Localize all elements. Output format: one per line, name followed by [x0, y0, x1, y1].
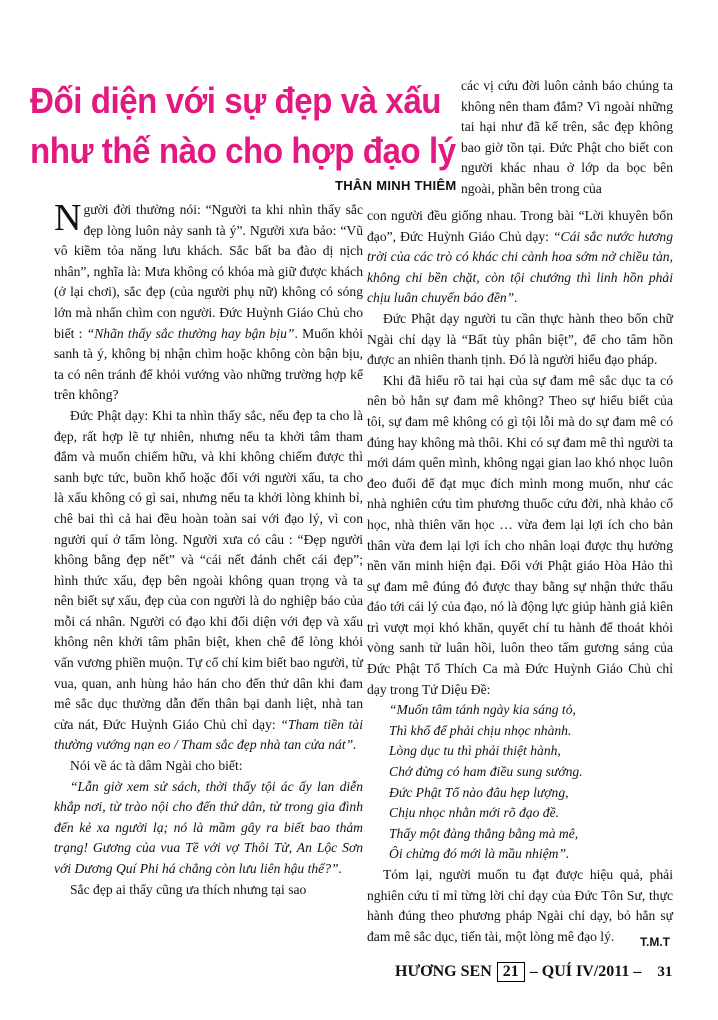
author-byline: THÂN MINH THIÊM: [335, 178, 457, 193]
top-right-column: [461, 76, 673, 200]
quarter: – QUÍ IV/2011 –: [529, 963, 642, 980]
page-footer: [395, 962, 672, 982]
paragraph-1: con người đều giống nhau. Trong bài “Lời khuyên bổn đạo”, Đức Huỳnh Giáo Chủ dạy: “Cái sắc nước hương trời của các trò có khác chi cành hoa sớm nở chiều tàn, không chi bền chặt, còn tội chướng thì linh hồn phải chịu luân chuyển báo đền”.: [367, 208, 673, 306]
paragraph-5: Sắc đẹp ai thấy cũng ưa thích nhưng tại sao: [70, 881, 307, 897]
paragraph: các vị cứu đời luôn cảnh báo chúng ta không nên tham đắm? Vì ngoài những tai hại như đã kể trên, sắc đẹp không bao giờ tồn tại. Đức Phật cho biết con người khác nhau ở lớp da bọc bên ngoài, phần bên trong của: [461, 78, 673, 196]
magazine-name: HƯƠNG SEN: [395, 963, 492, 980]
issue-number: 21: [497, 962, 525, 982]
poem-line: Thấy một đàng thẳng bằng mà mê,: [389, 825, 579, 841]
paragraph-4: Tóm lại, người muốn tu đạt được hiệu quả, phải nghiên cứu tỉ mỉ từng lời chỉ dạy của Đức Tôn Sư, thực hành đúng theo phương pháp Ngài chỉ dạy, bỏ hẳn sự đam mê sắc dục, tiến tài, một lòng mê đạo lý.: [367, 867, 673, 944]
poem-line: Ôi chừng đó mới là mầu nhiệm”.: [389, 846, 570, 862]
paragraph-3: Khi đã hiểu rõ tai hại của sự đam mê sắc dục ta có nên bỏ hẳn sự đam mê không? Theo sự hiểu biết của tôi, sự đam mê không có gì tội lỗi mà do sự đam mê có đúng hay không mà thôi. Khi có sự đam mê thì người ta mới dám quên mình, không ngại gian lao khó nhọc luôn đeo đuổi để đạt mục đích mình mong muốn, như các nhà nghiên cứu tìm phương thuốc cứu đời, nhà khảo cổ học, nhà thiên văn học … vừa đem lại lợi ích cho bản thân vừa đem lại lợi ích cho nhân loại được thụ hưởng nền văn minh hiện đại. Đối với Phật giáo Hòa Hảo thì sự đam mê đúng đó được thay bằng sự nhận thức thấu đáo tới cái lý của đạo, nó là động lực giúp hành giả kiên trì vượt mọi khó khăn, quyết chí tu hành để thoát khỏi vòng sanh tử luân hồi, luôn theo tấm gương sáng của Đức Phật Tổ Thích Ca mà Đức Huỳnh Giáo Chủ chỉ dạy trong Tứ Diệu Đề:: [367, 372, 673, 697]
article-title: [30, 76, 456, 176]
title-line-2: như thế nào cho hợp đạo lý: [30, 130, 456, 171]
paragraph-1: Người đời thường nói: “Người ta khi nhìn thấy sắc đẹp lòng luôn nảy sanh tà ý”. Người xưa bảo: “Vũ vô kiềm tỏa năng lưu khách. Sắc bất ba đào dị nịch nhân”, nghĩa là: Mưa không có khóa mà giữ được khách (ở lại chơi), sắc đẹp (của người phụ nữ) không có sóng lớn mà nhấn chìm con người. Đức Huỳnh Giáo Chủ cho biết : “Nhãn thấy sắc thường hay bận bịu”. Muốn khỏi sanh tà ý, không bị nhận chìm hoặc không còn bận bịu, ta có nên tránh để khỏi vướng vào những trường hợp kể trên không?: [54, 197, 364, 403]
poem-line: Đức Phật Tổ nào đâu hẹp lượng,: [389, 784, 569, 800]
title-line-1: Đối diện với sự đẹp và xấu: [30, 80, 442, 121]
paragraph-3: Nói về ác tà dâm Ngài cho biết:: [70, 758, 243, 774]
left-column: [54, 197, 364, 900]
poem-line: “Muốn tâm tánh ngày kia sáng tỏ,: [389, 702, 576, 718]
poem-line: Thì khổ để phải chịu nhọc nhành.: [389, 722, 572, 738]
signature: T.M.T: [640, 935, 670, 949]
poem-line: Chịu nhọc nhằn mới rõ đạo đề.: [389, 805, 559, 821]
paragraph-2: Đức Phật dạy: Khi ta nhìn thấy sắc, nếu đẹp ta cho là đẹp, rất hợp lẽ tự nhiên, nhưng nếu ta khởi tâm tham đắm và muốn chiếm hữu, và khi không chiếm được thì sanh bực tức, buồn khổ hoặc đối với người xấu, ta cho là xấu không có gì sai, nhưng nếu ta khởi lòng khinh bỉ, chê bai thì cả hai đều hoàn toàn sai với đạo lý, vì con người quí ở tấm lòng. Người xưa có câu : “Đẹp người không bằng đẹp nết” và “cái nết đánh chết cái đẹp”; hình thức xấu, đẹp bên ngoài không quan trọng và ta nên biết sự xấu, đẹp của con người là do nghiệp báo của mỗi cá nhân. Người có đạo khi đối diện với đẹp và xấu không nên khởi tâm phân biệt, khen chê để lòng khỏi vấn vương phiền muộn. Tự cổ chí kim biết bao người, từ vua, quan, anh hùng hảo hán cho đến thứ dân khi đam mê sắc dục thường dẫn đến thân bại danh liệt, nhà tan cửa nát, Đức Huỳnh Giáo Chủ chỉ dạy: “Tham tiền tài thường vướng nạn eo / Tham sắc đẹp nhà tan cửa nát”.: [54, 407, 364, 753]
drop-cap: N: [54, 197, 82, 239]
right-column: [367, 206, 673, 947]
paragraph-4-quote: “Lẫn giờ xem sử sách, thời thấy tội ác ấy lan diễn khắp nơi, từ trào nội cho đến thứ dân, từ trong gia đình đến kẻ xa người lạ; nó là mầm gây ra biết bao thảm trạng! Gương của vua Tề với vợ Thôi Tử, An Lộc Sơn với Dương Quí Phi há chẳng còn lưu liên hậu thế?”.: [54, 778, 363, 876]
paragraph-2: Đức Phật dạy người tu cần thực hành theo bốn chữ Ngài chỉ dạy là “Bất tùy phân biệt”, để cho tâm hồn được an nhiên thanh tịnh. Đó là người hiểu đạo pháp.: [367, 310, 673, 368]
poem: [367, 700, 673, 865]
poem-line: Lòng dục tu thì phải thiệt hành,: [389, 743, 561, 759]
poem-line: Chớ đừng có ham điều sung sướng.: [389, 764, 583, 780]
page-number: 31: [657, 963, 673, 980]
